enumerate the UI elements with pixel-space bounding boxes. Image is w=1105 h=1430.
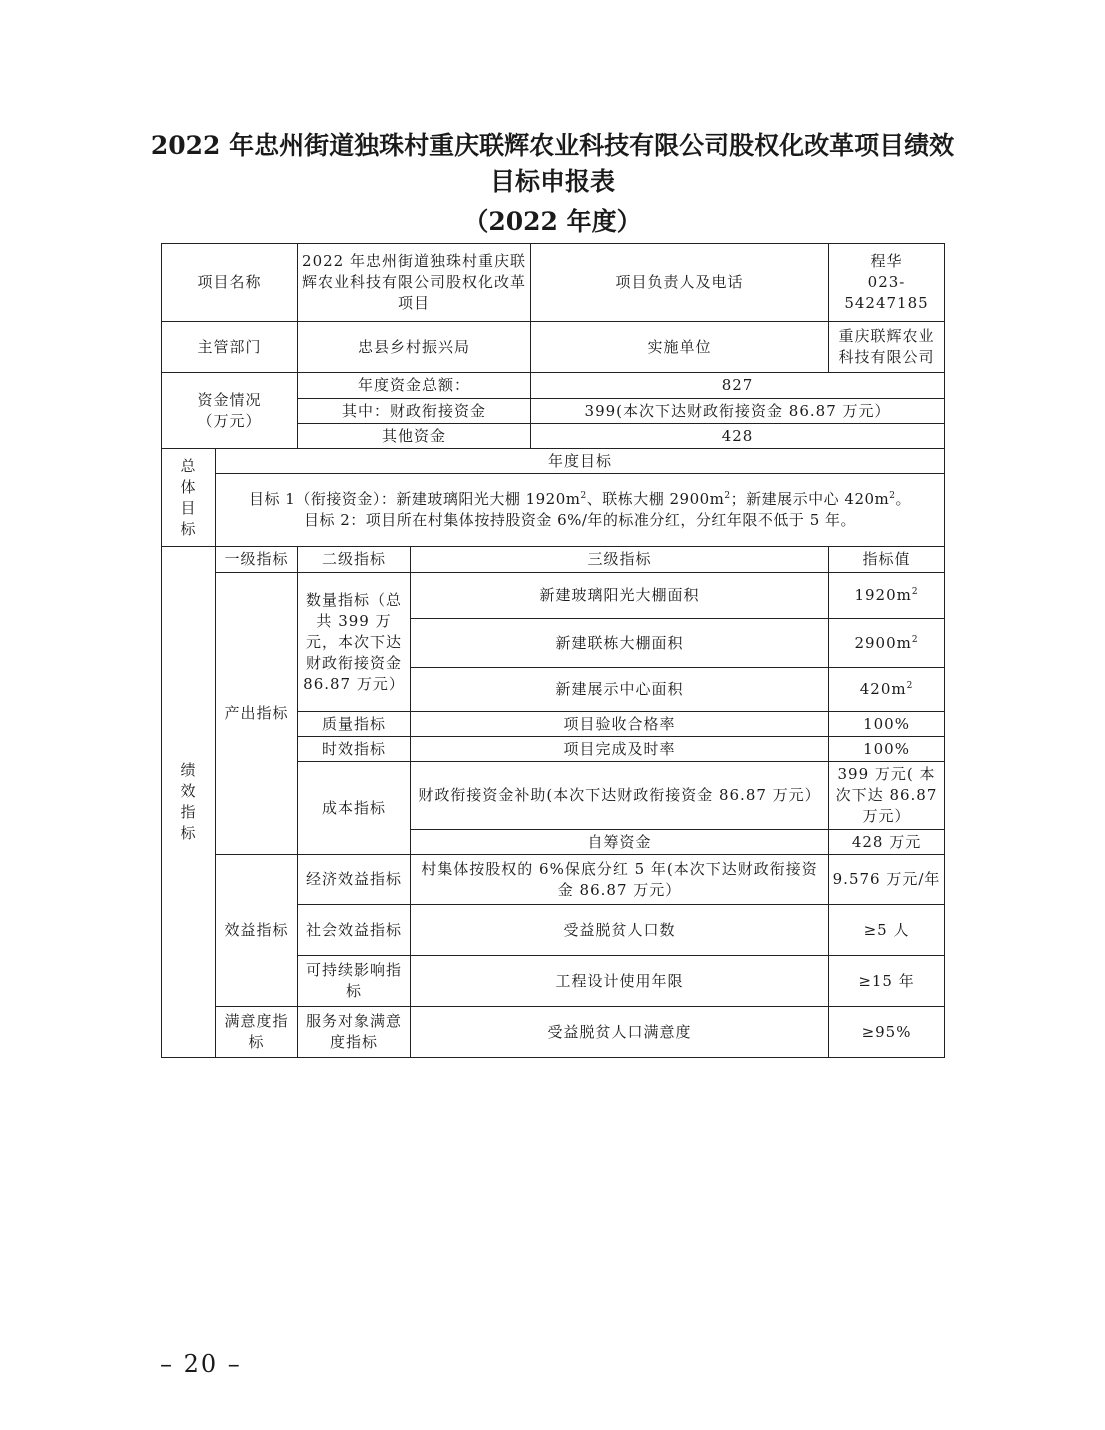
goal-1: 目标 1（衔接资金）：新建玻璃阳光大棚 $1920m^2$、联栋大棚 $2900m^2$；新建展示中心 $420m^2$。 <box>249 490 912 508</box>
perf-indicator-label <box>162 547 216 1058</box>
sustain-item-name: 工程设计使用年限 <box>411 956 829 1007</box>
qty-item-value: $420m^2$ <box>829 668 945 712</box>
qty-item-value: $2900m^2$ <box>829 619 945 668</box>
satis-item-name: 受益脱贫人口满意度 <box>411 1007 829 1058</box>
funds-other-label: 其他资金 <box>298 424 531 449</box>
cost-indicator-label: 成本指标 <box>298 762 411 855</box>
project-row <box>162 244 945 322</box>
qty-item-name: 新建联栋大棚面积 <box>411 619 829 668</box>
col-level1: 一级指标 <box>216 547 298 573</box>
funds-label-line1: 资金情况 <box>197 390 262 409</box>
overall-goal-label <box>162 449 216 547</box>
perf-label-char: 标 <box>180 824 197 842</box>
document-title-line2: 目标申报表 <box>489 167 615 196</box>
dept-row <box>162 322 945 373</box>
impl-value: 重庆联辉农业科技有限公司 <box>829 322 945 373</box>
annual-goal-header-row <box>162 449 945 474</box>
dept-label: 主管部门 <box>162 322 298 373</box>
overall-label-char: 总 <box>180 456 197 475</box>
funds-fiscal-value: 399(本次下达财政衔接资金 86.87 万元） <box>531 399 945 424</box>
qty-item-name: 新建玻璃阳光大棚面积 <box>411 573 829 619</box>
quality-indicator-label: 质量指标 <box>298 712 411 737</box>
perf-header-row <box>162 547 945 573</box>
perf-label-char: 绩 <box>180 761 197 779</box>
document-year: （2022 年度） <box>463 207 642 236</box>
econ-indicator-label: 经济效益指标 <box>298 855 411 905</box>
leader-label: 项目负责人及电话 <box>531 244 829 322</box>
benefit-indicator-label: 效益指标 <box>216 855 298 1007</box>
satis-sub-label: 服务对象满意度指标 <box>298 1007 411 1058</box>
performance-target-table <box>161 243 945 1058</box>
quality-item-value: 100% <box>829 712 945 737</box>
satis-indicator-label: 满意度指标 <box>216 1007 298 1058</box>
quality-item-name: 项目验收合格率 <box>411 712 829 737</box>
social-indicator-label: 社会效益指标 <box>298 905 411 956</box>
impl-label: 实施单位 <box>531 322 829 373</box>
perf-label-char: 效 <box>180 782 197 800</box>
output-indicator-label: 产出指标 <box>216 573 298 855</box>
econ-row <box>162 855 945 905</box>
leader-phone: 023-54247185 <box>844 273 929 312</box>
qty-indicator-label: 数量指标（总共 399 万元，本次下达财政衔接资金 86.87 万元） <box>298 573 411 712</box>
funds-total-value: 827 <box>531 373 945 399</box>
annual-goal-text <box>216 474 945 547</box>
sustain-indicator-label: 可持续影响指标 <box>298 956 411 1007</box>
funds-label <box>162 373 298 449</box>
social-item-value: ≥5 人 <box>829 905 945 956</box>
time-item-name: 项目完成及时率 <box>411 737 829 762</box>
project-name-value: 2022 年忠州街道独珠村重庆联辉农业科技有限公司股权化改革项目 <box>298 244 531 322</box>
cost-item-name: 自筹资金 <box>411 830 829 855</box>
overall-label-char: 体 <box>180 477 197 496</box>
qty-item-value: $1920m^2$ <box>829 573 945 619</box>
annual-goal-row <box>162 474 945 547</box>
satis-item-value: ≥95% <box>829 1007 945 1058</box>
page-number: – 20 – <box>160 1350 242 1378</box>
funds-label-line2: （万元） <box>197 411 262 430</box>
qty-row-1 <box>162 573 945 619</box>
cost-item-value: 428 万元 <box>829 830 945 855</box>
project-name-label: 项目名称 <box>162 244 298 322</box>
leader-value <box>829 244 945 322</box>
satis-row <box>162 1007 945 1058</box>
col-level3: 三级指标 <box>411 547 829 573</box>
funds-total-row <box>162 373 945 399</box>
annual-goal-label: 年度目标 <box>216 449 945 474</box>
funds-fiscal-label: 其中：财政衔接资金 <box>298 399 531 424</box>
goal-2: 目标 2：项目所在村集体按持股资金 6%/年的标准分红，分红年限不低于 5 年。 <box>304 511 857 529</box>
col-value: 指标值 <box>829 547 945 573</box>
overall-label-char: 标 <box>180 519 197 538</box>
document-title-line1: 2022 年忠州街道独珠村重庆联辉农业科技有限公司股权化改革项目绩效 <box>150 131 955 160</box>
qty-item-name: 新建展示中心面积 <box>411 668 829 712</box>
time-item-value: 100% <box>829 737 945 762</box>
cost-item-value: 399 万元( 本次下达 86.87 万元） <box>829 762 945 830</box>
funds-total-label: 年度资金总额： <box>298 373 531 399</box>
leader-name: 程华 <box>870 252 903 270</box>
overall-label-char: 目 <box>180 498 197 517</box>
col-level2: 二级指标 <box>298 547 411 573</box>
dept-value: 忠县乡村振兴局 <box>298 322 531 373</box>
time-indicator-label: 时效指标 <box>298 737 411 762</box>
perf-label-char: 指 <box>180 803 197 821</box>
cost-item-name: 财政衔接资金补助(本次下达财政衔接资金 86.87 万元） <box>411 762 829 830</box>
econ-item-name: 村集体按股权的 6%保底分红 5 年(本次下达财政衔接资金 86.87 万元） <box>411 855 829 905</box>
sustain-item-value: ≥15 年 <box>829 956 945 1007</box>
social-item-name: 受益脱贫人口数 <box>411 905 829 956</box>
funds-other-value: 428 <box>531 424 945 449</box>
econ-item-value: 9.576 万元/年 <box>829 855 945 905</box>
